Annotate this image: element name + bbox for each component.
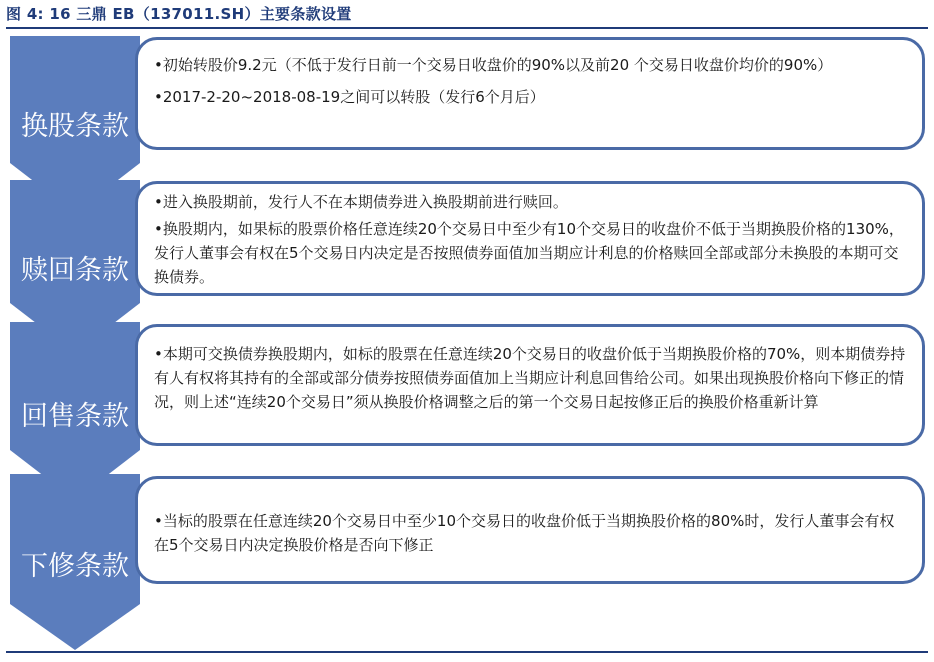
bullet-item: •进入换股期前，发行人不在本期债券进入换股期前进行赎回。 xyxy=(154,193,568,211)
section-box-exchange xyxy=(135,37,925,150)
section-label-putback: 回售条款 xyxy=(21,401,129,432)
bullet-item: •本期可交换债券换股期内，如标的股票在任意连续20个交易日的收盘价低于当期换股价格的70%，则本期债券持有人有权将其持有的全部或部分债券按照债券面值加上当期应计利息回售给公司。如果出现换股价格向下修正的情况，则上述“连续20个交易日”须从换股价格调整之后的第一个交易日起按修正后的换股价格重新计算 xyxy=(154,345,906,411)
bullet-item: •当标的股票在任意连续20个交易日中至少10个交易日的收盘价低于当期换股价格的80%时，发行人董事会有权在5个交易日内决定换股价格是否向下修正 xyxy=(154,512,895,554)
section-box-downward-revision xyxy=(135,476,925,584)
bullet-item: •换股期内，如果标的股票价格任意连续20个交易日中至少有10个交易日的收盘价不低于当期换股价格的130%，发行人董事会有权在5个交易日内决定是否按照债券面值加当期应计利息的价格赎回全部或部分未换股的本期可交换债券。 xyxy=(154,220,904,286)
bullet-item: •初始转股价9.2元（不低于发行日前一个交易日收盘价的90%以及前20 个交易日收盘价均价的90%） xyxy=(154,56,833,74)
bottom-rule xyxy=(6,651,928,653)
section-label-downward-revision: 下修条款 xyxy=(21,551,129,582)
section-label-exchange: 换股条款 xyxy=(21,111,129,142)
bullet-item: •2017-2-20~2018-08-19之间可以转股（发行6个月后） xyxy=(154,88,545,106)
section-label-redemption: 赎回条款 xyxy=(21,255,129,286)
section-box-putback xyxy=(135,324,925,446)
section-box-redemption xyxy=(135,181,925,296)
figure-title: 图 4: 16 三鼎 EB（137011.SH）主要条款设置 xyxy=(6,5,352,23)
